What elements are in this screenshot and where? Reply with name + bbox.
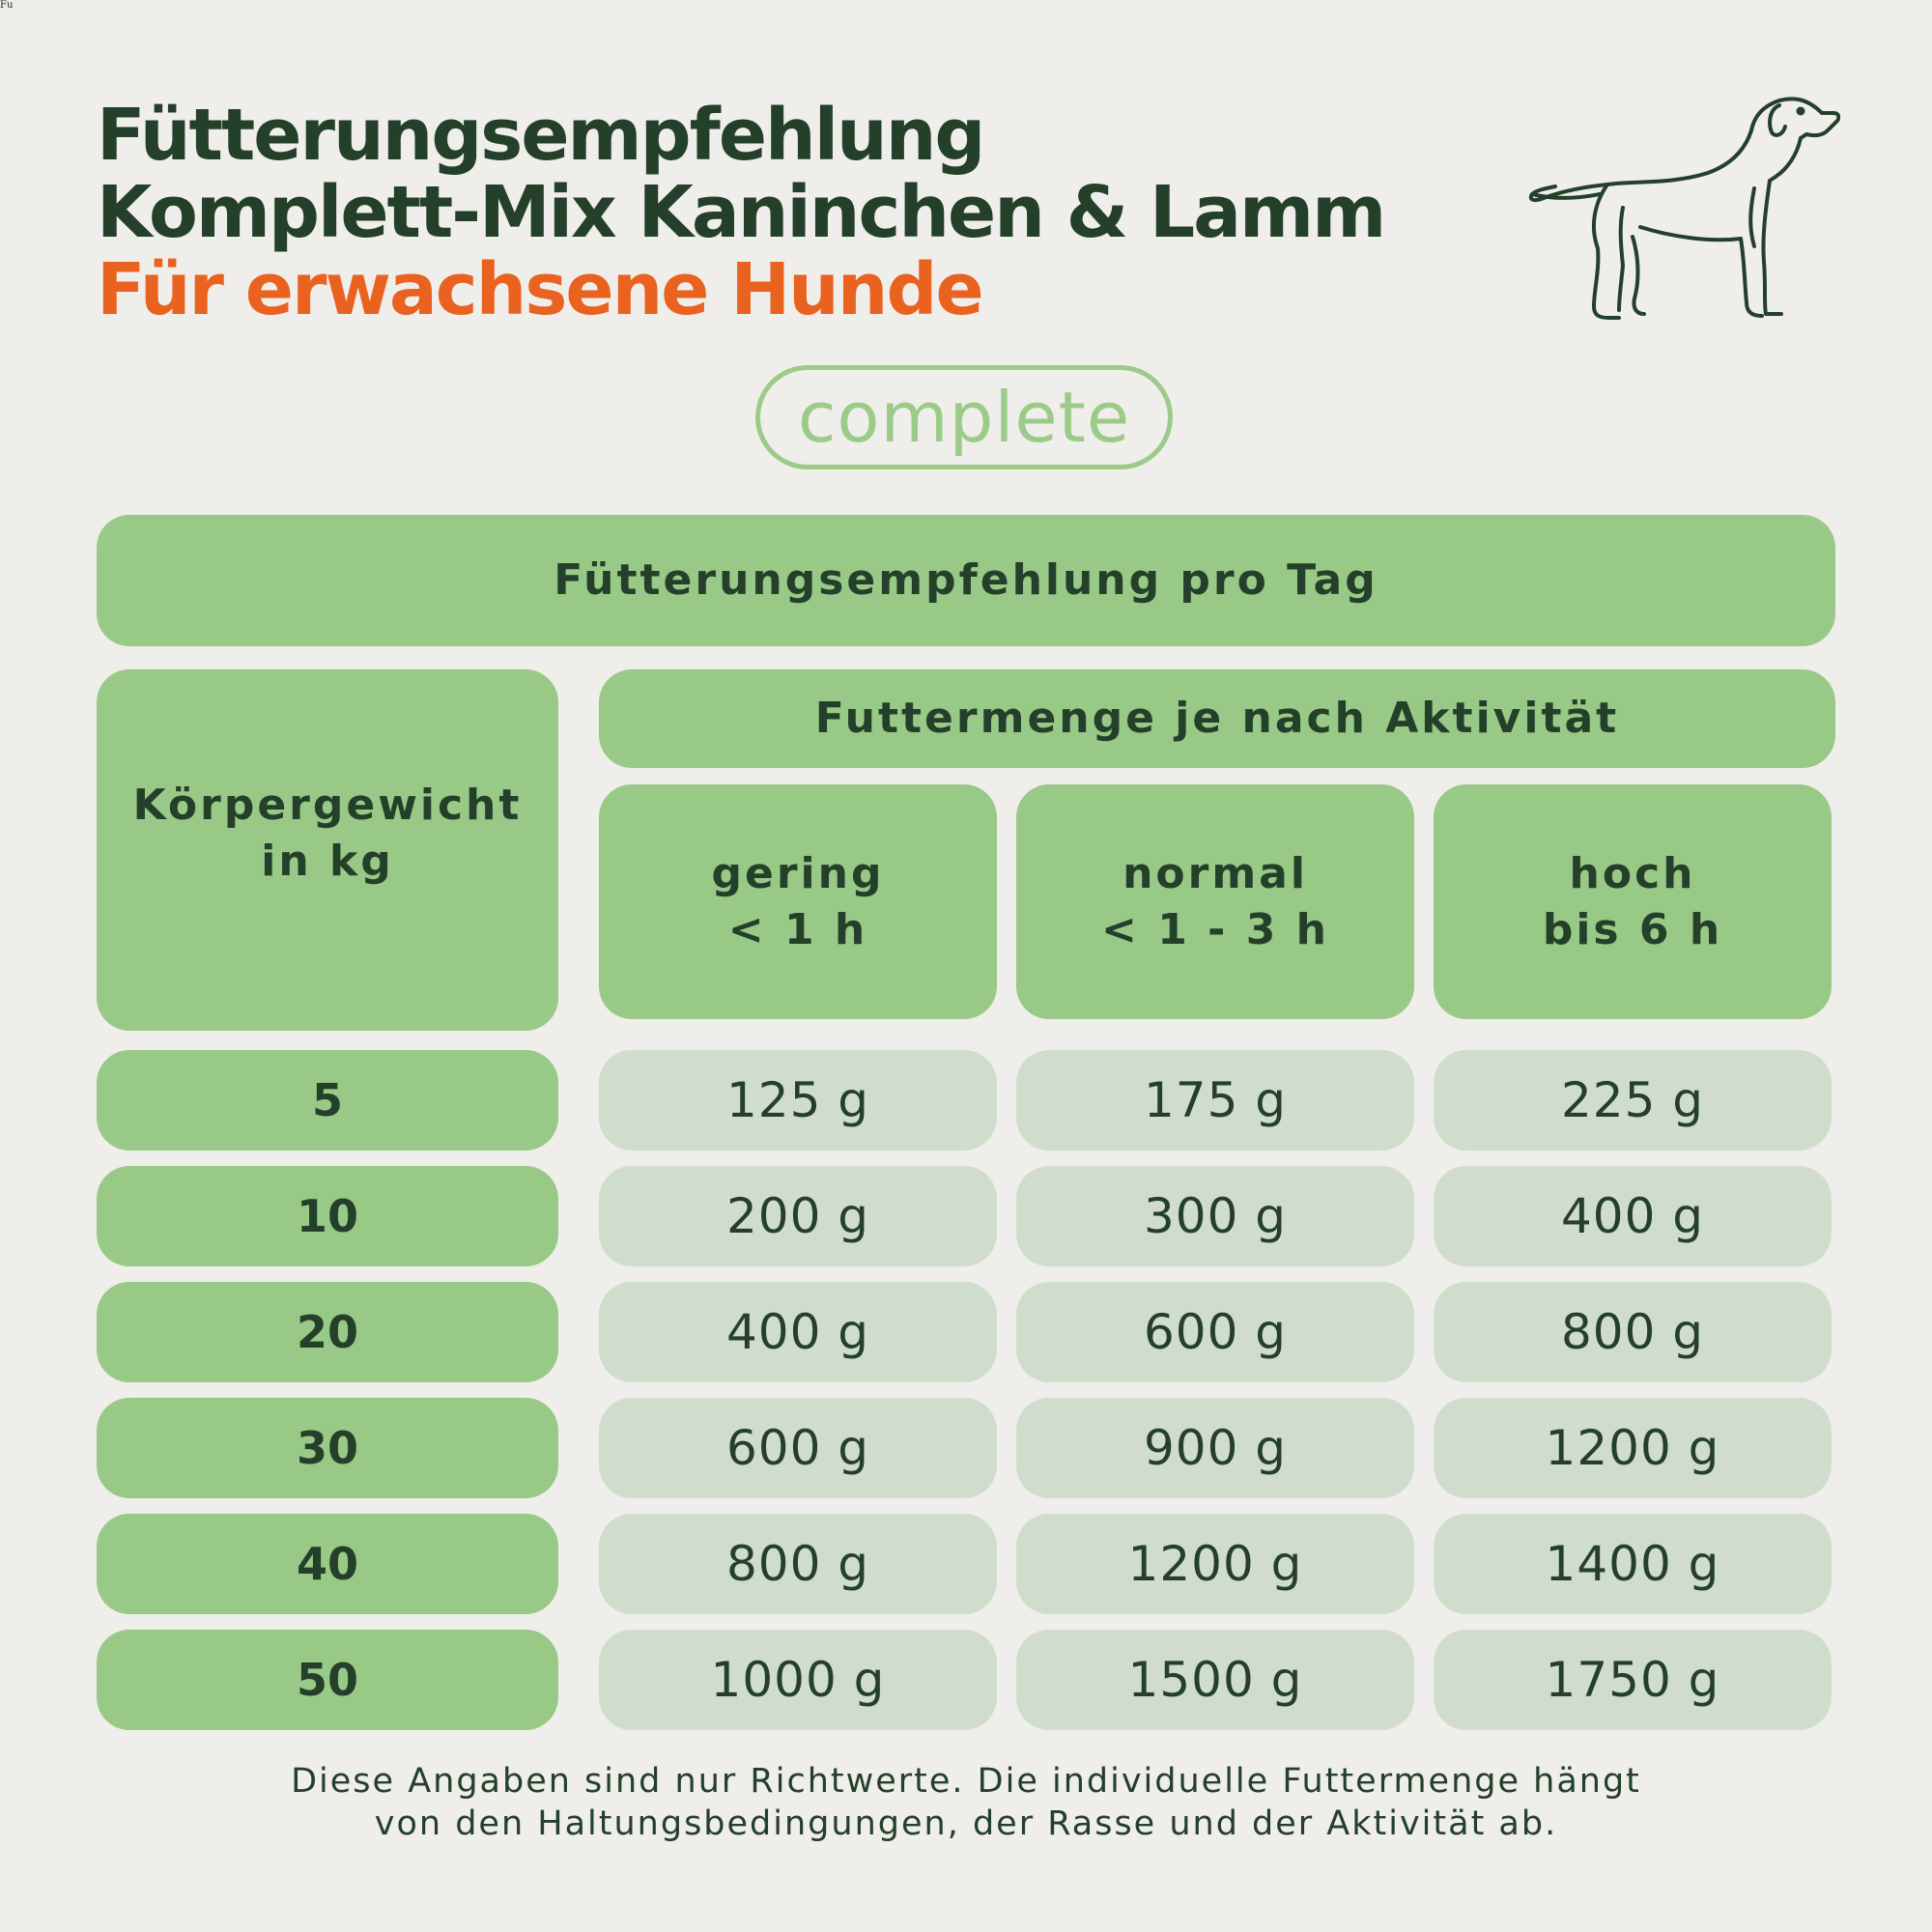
corner-mark: Fu bbox=[0, 0, 14, 11]
amount-cell: 800 g bbox=[599, 1514, 997, 1614]
amount-cell: 200 g bbox=[599, 1166, 997, 1266]
column-header-duration: bis 6 h bbox=[1542, 904, 1723, 954]
amount-cell: 900 g bbox=[1016, 1398, 1414, 1498]
column-header-label: hoch bbox=[1569, 848, 1696, 898]
weight-header-line-2: in kg bbox=[261, 837, 394, 886]
weight-cell: 50 bbox=[97, 1630, 558, 1730]
complete-badge: complete bbox=[755, 365, 1173, 469]
amount-cell: 1200 g bbox=[1434, 1398, 1832, 1498]
column-header bbox=[1434, 784, 1832, 1019]
column-header bbox=[1016, 784, 1414, 1019]
weight-cell: 20 bbox=[97, 1282, 558, 1382]
weight-cell: 30 bbox=[97, 1398, 558, 1498]
title-block bbox=[97, 94, 1385, 331]
amount-cell: 125 g bbox=[599, 1050, 997, 1151]
amount-cell: 300 g bbox=[1016, 1166, 1414, 1266]
activity-header bbox=[599, 669, 1835, 768]
title-line-2: Komplett-Mix Kaninchen & Lamm bbox=[97, 171, 1385, 254]
column-header-label: normal bbox=[1122, 848, 1308, 898]
amount-cell: 1400 g bbox=[1434, 1514, 1832, 1614]
amount-cell: 1750 g bbox=[1434, 1630, 1832, 1730]
dog-outline-icon bbox=[1526, 92, 1840, 324]
amount-cell: 1500 g bbox=[1016, 1630, 1414, 1730]
column-header-label: gering bbox=[711, 848, 885, 898]
amount-cell: 1200 g bbox=[1016, 1514, 1414, 1614]
column-header-duration: < 1 h bbox=[727, 904, 868, 954]
footnote-line-1: Diese Angaben sind nur Richtwerte. Die individuelle Futtermenge hängt bbox=[291, 1762, 1641, 1801]
amount-cell: 800 g bbox=[1434, 1282, 1832, 1382]
column-header bbox=[599, 784, 997, 1019]
title-line-3: Für erwachsene Hunde bbox=[97, 248, 982, 331]
weight-cell: 10 bbox=[97, 1166, 558, 1266]
table-banner-label: Fütterungsempfehlung pro Tag bbox=[554, 555, 1378, 605]
amount-cell: 600 g bbox=[599, 1398, 997, 1498]
amount-cell: 225 g bbox=[1434, 1050, 1832, 1151]
activity-header-label: Futtermenge je nach Aktivität bbox=[814, 694, 1620, 743]
amount-cell: 400 g bbox=[1434, 1166, 1832, 1266]
amount-cell: 600 g bbox=[1016, 1282, 1414, 1382]
footnote-line-2: von den Haltungsbedingungen, der Rasse und der Aktivität ab. bbox=[374, 1804, 1558, 1843]
weight-cell: 40 bbox=[97, 1514, 558, 1614]
weight-cell: 5 bbox=[97, 1050, 558, 1151]
column-header-duration: < 1 - 3 h bbox=[1101, 904, 1329, 954]
table-banner bbox=[97, 515, 1835, 646]
amount-cell: 1000 g bbox=[599, 1630, 997, 1730]
weight-header bbox=[97, 669, 558, 1031]
title-line-1: Fütterungsempfehlung bbox=[97, 94, 984, 177]
amount-cell: 175 g bbox=[1016, 1050, 1414, 1151]
amount-cell: 400 g bbox=[599, 1282, 997, 1382]
footnote bbox=[97, 1760, 1835, 1845]
weight-header-line-1: Körpergewicht bbox=[132, 781, 523, 830]
